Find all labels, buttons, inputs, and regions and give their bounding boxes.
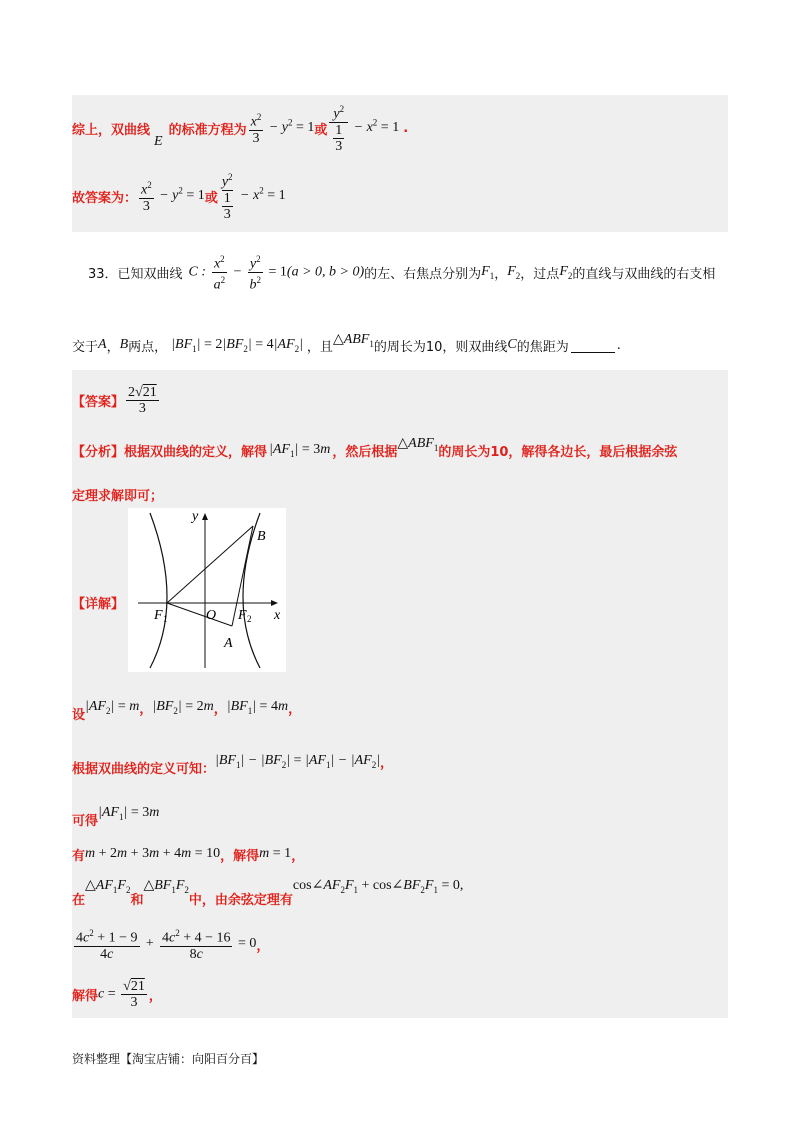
label-F1-sub: 1 [163,614,168,624]
label-F2: F [238,608,247,623]
step-1: 设 $|AF_2| = m$ ， $|BF_2| = 2m$ ， $|BF_1| = 4m$ ， [72,698,302,723]
detail-label-line [72,590,124,614]
step-5: 在 $\triangle AF_1F_2$ 和 $\triangle BF_1F_2$ 中，由余弦定理有 $\cos\angle AF_2F_1$ + $\cos\angle BF_2F_1 = 0$, [72,878,464,908]
summary-or: 或 [314,122,328,138]
answer-line-prefix: 故答案为： [72,190,138,206]
label-F1: F [154,608,163,623]
label-F2-sub: 2 [247,614,252,624]
left-branch [150,513,167,668]
step-7: 解得 c = $\frac{√21}{3}$ ， [72,978,162,1010]
detail-label: 【详解】 [72,596,125,612]
step-3: 可得 $|AF_1| = 3m$ [72,804,160,829]
label-O: O [206,608,217,623]
hyperbola-figure [128,508,286,672]
answer-equation-1: $\frac{x^2}{3}$ − $y^2 = 1$ [141,180,205,214]
equation-1: $\frac{x^2}{3}$ − $y^2 = 1$ [250,112,315,146]
answer-value: $\frac{2√21}{3}$ [128,384,157,416]
label-x: x [274,608,281,623]
problem-number: 33．已知双曲线 [88,266,183,282]
problem-text-1: 的左、右焦点分别为 [364,266,482,282]
problem-line-2: 交于 A ， B 两点， $|BF_1| = 2|BF_2| = 4|AF_2|$ ，且 $\triangle ABF_1$ 的周长为10，则双曲线 C 的焦距为 . [72,332,621,355]
equation-2: $y^2$ 1 3 − $x^2 = 1$ [327,102,399,154]
step-2: 根据双曲线的定义可知： $|BF_1| - |BF_2| = |AF_1| - |AF_2|$ ， [72,752,394,777]
answer-blank [571,338,615,353]
label-A: A [224,636,233,651]
analysis-label: 【分析】 [72,444,125,460]
analysis-line-2: 定理求解即可； [72,488,164,504]
step-6: $\frac{4c^2 + 1 - 9}{4c}$ + $\frac{4c^2 + 4 - 16}{8c}$ = 0 ， [76,928,270,962]
summary-line [72,100,408,156]
segment-F1A [167,603,232,626]
step-4: 有 m + 2m + 3m + 4m = 10 ，解得 m = 1 ， [72,846,305,864]
x-axis-arrow [271,600,278,606]
answer-line-or: 或 [204,190,218,206]
answer-line [72,168,286,224]
analysis-line-1: 【分析】 根据双曲线的定义，解得 $|AF_1| = 3m$ ，然后根据 $\triangle ABF_1$ 的周长为10，解得各边长，最后根据余弦 [72,436,678,460]
answer-label-line [72,380,161,420]
problem-line-1: 33．已知双曲线 C : $\frac{x^2}{a^2}$ − $\frac{y^2}{b^2}$ = 1(a > 0, b > 0) 的左、右焦点分别为 $F_1$ ， $F_2$ ，过点 $F_2$ 的直线与双曲线的右支相 [88,253,716,293]
segment-F1B [167,526,253,603]
label-B: B [257,529,266,544]
y-axis-arrow [202,513,208,520]
answer-equation-2: $y^2$ 1 3 − $x^2 = 1$ [221,172,286,222]
summary-e-letter: E [154,134,163,149]
summary-prefix: 综上，双曲线 [72,122,151,138]
label-y: y [192,509,199,524]
summary-middle: 的标准方程为 [168,122,247,138]
answer-label: 【答案】 [72,394,125,410]
footer-text: 资料整理【淘宝店铺：向阳百分百】 [72,1051,265,1066]
summary-period: . [403,120,409,136]
problem-condition: $|BF_1| = 2|BF_2| = 4|AF_2|$ [171,336,303,354]
problem-hyperbola-equation: C : $\frac{x^2}{a^2}$ − $\frac{y^2}{b^2}$ = 1(a > 0, b > 0) [188,253,365,293]
